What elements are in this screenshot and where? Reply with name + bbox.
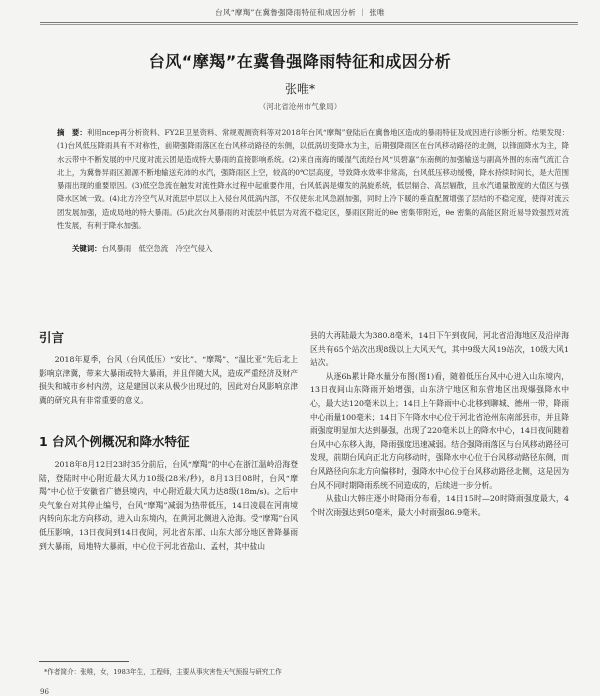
header-rule bbox=[40, 22, 578, 23]
keywords-label: 关键词： bbox=[72, 244, 102, 253]
page-number: 96 bbox=[40, 688, 49, 696]
right-paragraph-3: 从盐山大韩庄逐小时降雨分布看，14日15时—20时降雨强度最大，4个时次雨强达到50毫米，最大小时雨强86.9毫米。 bbox=[310, 494, 569, 517]
header-rule-thin bbox=[40, 24, 578, 25]
section-1-body bbox=[39, 458, 298, 553]
keywords-text: 台风暴雨 低空急流 冷空气侵入 bbox=[101, 244, 213, 253]
author-affiliation: （河北省沧州市气象局） bbox=[258, 102, 342, 111]
heading-section-1: 1 台风个例概况和降水特征 bbox=[39, 434, 190, 449]
footnote-rule bbox=[39, 661, 129, 662]
right-paragraph-2: 从逐6h累计降水量分布图(图1)看，随着低压台风中心进入山东境内，13日夜间山东降雨开始增强，山东济宁地区和东营地区出现爆强降水中心，最大达120毫米以上；14日上午降雨中心北移到聊城、德州一带，降雨中心雨量100毫米；14日下午降水中心位于河北省沧州东南部县市，并且降雨强度明显加大达到暴强，出现了220毫米以上的降水中心，14日夜间随着台风中心东移入海，降雨强度迅速减弱。结合强降雨落区与台风移动路径可发现，前期台风向正北方向移动时，强降水中心位于台风移动路径东侧，而台风路径向东北方向偏移时，强降水中心位于台风移动路径北侧，这是因为台风不同时期降雨系统不同造成的，后续进一步分析。 bbox=[310, 371, 569, 490]
author-name: 张唯* bbox=[284, 82, 315, 96]
section-1-paragraph: 2018年8月12日23时35分前后，台风“摩羯”的中心在浙江温岭沿海登陆，登陆时中心附近最大风力10级(28米/秒)，8月13日08时，台风“摩羯”中心位于安徽省广德县境内，中心附近最大风力达8级(18m/s)。之后中央气象台对其停止编号，台风“摩羯”减弱为热带低压，14日凌晨在河南境内转向东北方向移动，进入山东境内，在黄河北侧进入沧海。受“摩羯”台风低压影响，13日夜间到14日夜间，河北省东部、山东大部分地区普降暴雨到大暴雨，局地特大暴雨，中心位于河北省盐山、孟村，其中盐山 bbox=[39, 460, 298, 551]
intro-paragraph: 2018年夏季，台风（台风低压）“安比”、“摩羯”、“温比亚”先后北上影响京津冀，带来大暴雨或特大暴雨，并且伴随大风，造成严重经济及财产损失和城市乡村内涝，这是建国以来从极少出现过的，因此对台风影响京津冀的研究具有非常重要的意义。 bbox=[39, 355, 298, 405]
abstract bbox=[57, 126, 569, 232]
right-column bbox=[310, 329, 569, 519]
article-title: 台风“摩羯”在冀鲁强降雨特征和成因分析 bbox=[148, 52, 452, 71]
abstract-text: 利用ncep再分析资料、FY2E卫星资料、常规观测资料等对2018年台风“摩羯”登陆后在冀鲁地区造成的暴雨特征及成因进行诊断分析。结果发现：(1)台风低压降雨具有不对称性，前期强降雨落区在台风移动路径的东侧，以低涡切变降水为主，后期强降雨区在台风移动路径的北侧，以锋面降水为主，降水云带中不断发展的中尺度对流云团是造成特大暴雨的直接影响系统。(2)来自南海的暖湿气流经台风“贝碧嘉”东南侧的加强输送与副高外围的东南气流汇合北上，为冀鲁异雨区源源不断地输送充沛的水汽，强降雨区上空，较高的0℃层高度，导致降水效率非常高，台风低压移动缓慢，降水持续时间长，是大范围暴雨出现的重要原因。(3)低空急流在触发对流性降水过程中起重要作用，台风低涡是爆发的涡旋系统，低层辐合、高层辐散，且水汽通量散度的大值区与强降水区域一致。(4)北方冷空气从对流层中层以上入侵台风低涡内部，不仅使东北风急剧加强，同时上冷下暖的垂直配置增强了层结的不稳定度，使得对流云团发展加强，造成局地的特大暴雨。(5)此次台风暴雨的对流层中低层为对流不稳定区，暴雨区附近的θe 密集带附近，θe 密集的高能区附近易导致强烈对流性发展，有利于降水加强。 bbox=[57, 128, 569, 231]
abstract-label: 摘 要： bbox=[57, 128, 87, 137]
right-paragraph-1: 县的大再陆最大为380.8毫米，14日下午到夜间，河北省沿海地区及沿岸海区共有65个站次出现8级以上大风天气，其中9级大风19站次，10级大风1站次。 bbox=[310, 331, 569, 368]
running-head: 台风“摩羯”在冀鲁强降雨特征和成因分析 ｜ 张唯 bbox=[215, 8, 385, 17]
keywords bbox=[72, 243, 552, 254]
author-footnote: *作者简介：张唯，女，1983年生，工程师，主要从事灾害性天气预报与研究工作 bbox=[44, 668, 282, 676]
heading-introduction: 引言 bbox=[39, 330, 65, 345]
intro-section bbox=[39, 353, 298, 407]
